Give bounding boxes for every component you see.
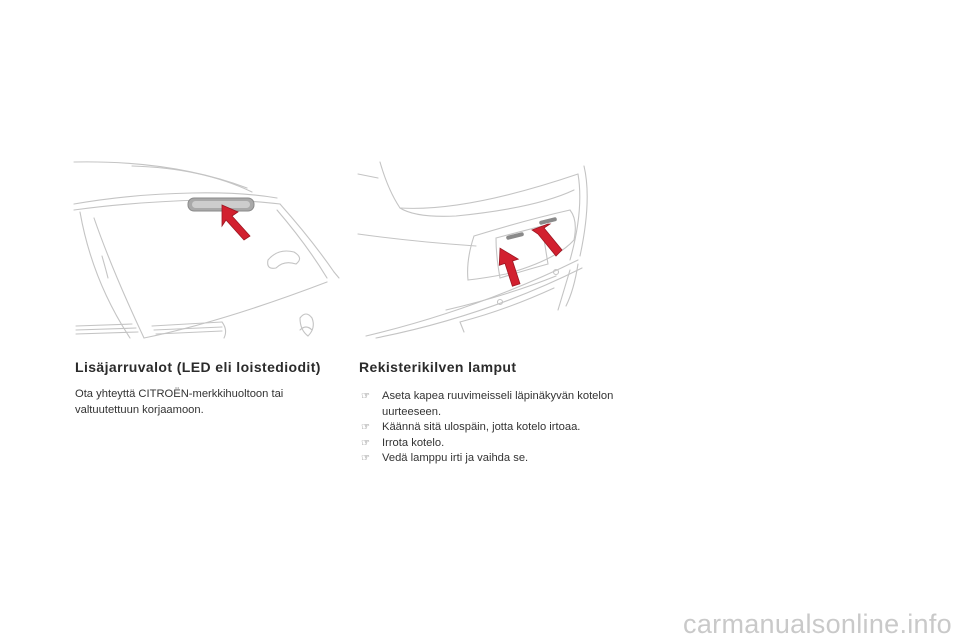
pointing-hand-icon: ☞ — [361, 422, 370, 433]
pointing-hand-icon: ☞ — [361, 453, 370, 464]
list-item: ☞ Irrota kotelo. — [359, 436, 619, 452]
section-text: Ota yhteyttä CITROËN-merkkihuoltoon tai valtuutettuun korjaamoon. — [75, 388, 284, 416]
steps-list — [359, 389, 619, 467]
number-plate-illustration — [356, 160, 600, 342]
section-heading: Lisäjarruvalot (LED eli loistediodit) — [75, 359, 321, 375]
pointing-hand-icon: ☞ — [361, 391, 370, 402]
brake-lights-section — [75, 360, 335, 418]
brake-light-illustration — [72, 160, 340, 342]
watermark: carmanualsonline.info — [683, 609, 952, 639]
number-plate-lamps-section — [359, 360, 619, 467]
list-item: ☞ Vedä lamppu irti ja vaihda se. — [359, 451, 619, 467]
pointing-hand-icon: ☞ — [361, 437, 370, 449]
red-arrow-icon — [532, 224, 562, 256]
list-item: ☞ Aseta kapea ruuvimeisseli läpinäkyvän kotelon uurteeseen. — [361, 390, 614, 418]
list-item: ☞ Käännä sitä ulospäin, jotta kotelo irtoaa. — [359, 420, 619, 436]
red-arrow-icon — [494, 244, 525, 288]
section-heading: Rekisterikilven lamput — [359, 359, 517, 375]
